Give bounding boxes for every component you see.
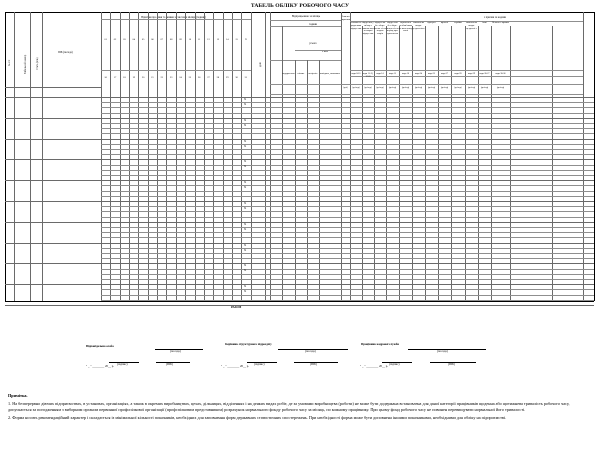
code-label: коди 25: [428, 73, 435, 75]
grid-line: [5, 159, 594, 160]
day-label: 07: [160, 38, 164, 41]
sig-right-position: (посада): [437, 349, 448, 353]
grid-line: [101, 274, 594, 275]
grid-line: [101, 123, 594, 124]
day-label: 02: [113, 38, 117, 41]
day-label: 15: [235, 38, 238, 41]
day-label: 30: [235, 76, 238, 79]
grid-line: [374, 26, 375, 301]
day-label: 19: [132, 76, 135, 79]
row-x-marker: X: [244, 185, 247, 190]
day-label: 23: [169, 76, 173, 79]
row-x-marker: X: [244, 247, 247, 252]
code-unit-label: (дн/год): [376, 87, 384, 89]
grid-line: [5, 118, 594, 119]
grid-border-right: [594, 12, 595, 301]
day-label: 13: [216, 38, 220, 41]
day-label: 24: [179, 76, 182, 79]
row-x-marker: X: [244, 122, 247, 127]
day-label: 21: [151, 76, 154, 79]
day-label: 31: [244, 76, 248, 79]
grid-line: [101, 154, 594, 155]
grid-border-bottom: [5, 301, 594, 302]
grid-line: [270, 20, 341, 21]
grid-line: [101, 175, 594, 176]
grid-line: [5, 305, 594, 306]
absence-col-label: відпустки у зв'язку з навчан-ням та творчі відпус-тки: [362, 22, 374, 36]
day-label: 26: [197, 76, 201, 79]
day-label: 14: [225, 38, 229, 41]
grid-line: [101, 170, 594, 171]
code-unit-label: (дн/год): [467, 87, 476, 89]
row-x-marker: X: [244, 138, 247, 143]
code-label: коди 30-36: [495, 73, 506, 75]
absence-col-label: інші: [482, 22, 487, 24]
day-label: 10: [188, 38, 192, 41]
total-label: РАЗОМ: [231, 304, 242, 309]
grid-line: [270, 84, 341, 85]
day-label: 08: [169, 38, 173, 41]
day-label: 09: [179, 38, 182, 41]
grid-line: [101, 102, 594, 103]
grid-line: [101, 258, 594, 259]
code-unit-label: (дн/год): [352, 87, 360, 89]
day-label: 16: [104, 76, 107, 79]
sig-right-name: (ПІБ): [448, 362, 455, 366]
grid-line: [101, 133, 594, 134]
grid-line: [101, 268, 594, 273]
day-label: 04: [132, 38, 135, 41]
grid-border-top: [5, 12, 594, 13]
header-worked-group: Відпрацьовано за місяць: [291, 15, 321, 18]
code-label: коди 15: [389, 73, 396, 75]
absence-col-label: тимчасо-во непра-цездат-ні з: [465, 22, 477, 30]
grid-line: [270, 94, 341, 95]
sig-right-title: [360, 343, 400, 347]
day-label: X: [245, 38, 247, 41]
header-worked-of-which: з них: [322, 50, 328, 53]
day-label: 18: [123, 76, 126, 79]
grid-line: [101, 295, 594, 296]
grid-line: [425, 26, 426, 301]
grid-line: [5, 284, 594, 285]
grid-line: [101, 107, 594, 108]
absence-col-label: Неяв-ка з причин: [492, 22, 509, 24]
grid-line: [101, 185, 594, 186]
header-col-no: № з/п: [8, 59, 11, 66]
row-x-marker: X: [244, 180, 247, 185]
grid-line: [270, 60, 341, 61]
grid-line: [101, 217, 594, 218]
grid-line: [5, 139, 594, 140]
row-x-marker: X: [244, 164, 247, 169]
grid-line: [101, 289, 594, 290]
grid-line: [101, 70, 251, 71]
row-x-marker: X: [244, 263, 247, 268]
row-x-marker: X: [244, 242, 247, 247]
grid-line: [101, 248, 594, 249]
grid-line: [491, 26, 492, 301]
day-label: 12: [207, 38, 210, 41]
grid-line: [350, 70, 583, 71]
sig-right-date: " _ " ________ 20__ р.: [360, 364, 388, 368]
grid-line: [5, 201, 594, 202]
code-label: коди 16: [402, 73, 409, 75]
absence-col-label: страйки: [454, 22, 462, 24]
grid-line: [101, 144, 594, 145]
header-marks-group: Відмітки про явки та неявки за числами місяця (години): [141, 16, 206, 19]
sig-middle-date: " _ " ________ 20__ р.: [221, 364, 249, 368]
day-label: 03: [123, 38, 126, 41]
grid-line: [552, 26, 553, 301]
grid-line: [510, 26, 511, 301]
grid-line: [295, 50, 341, 51]
grid-line: [101, 300, 594, 301]
worked-sub-label: вечір-ніх: [308, 73, 318, 75]
code-unit-label: (дн/год): [388, 87, 397, 89]
absence-col-label: простої: [440, 22, 449, 24]
sig-left-position: (посада): [170, 349, 181, 353]
day-label: 27: [207, 76, 210, 79]
grid-line: [270, 26, 341, 27]
sig-middle-title-text: Керівник структурного підрозділу: [225, 342, 272, 346]
absence-col-label: перева-ння за обов'язком на воєн-ному стані: [399, 22, 412, 33]
notes-p1: 1. На безперервно діючих підприємствах, в установах, організаціях, а також в окремих виробництвах, цехах, дільницях, відділеннях і на деяких видах робіт, де за умовами виробництва (роботи) не може бути додержана встановлена для даної категорії працівників щоденна або щотижнева тривалість робочого часу, допускається за погодженням з виборним органом первинної профспілкової організації (профспілковим представником) розрахунок нормального фонду робочого часу за місяць, по кожному працівнику. При цьому фонд робочого часу не повинен перевищувати нормальної його тривалості.: [8, 401, 570, 412]
header-col-name: ПІБ (посада): [58, 51, 73, 54]
row-x-marker: X: [244, 268, 247, 273]
day-label: 17: [113, 76, 117, 79]
code-unit-label: (дн/год): [414, 87, 423, 89]
grid-line: [341, 94, 583, 95]
row-x-marker: X: [244, 289, 247, 294]
header-absence-days: Неяв-ки з при-чин: [341, 15, 351, 22]
notes-heading: Примітка.: [8, 393, 28, 398]
sig-middle-signature: (підпис): [254, 362, 265, 366]
grid-line: [30, 12, 31, 301]
sig-left-name: (ПІБ): [166, 362, 173, 366]
day-label: 25: [188, 76, 192, 79]
header-worked-hours: години: [309, 23, 317, 26]
grid-line: [399, 26, 400, 301]
grid-line: [101, 237, 594, 238]
sig-left-title: Відповідальна особа: [86, 344, 114, 348]
code-unit-label: (дн/год): [364, 87, 372, 89]
grid-line: [101, 128, 594, 129]
grid-line: [101, 191, 594, 192]
code-label: коди 29: [468, 73, 475, 75]
day-label: 01: [104, 38, 107, 41]
grid-line: [5, 243, 594, 244]
sig-middle-title: [221, 343, 276, 347]
grid-line: [101, 253, 594, 254]
header-absence-group: з причин за кодами: [484, 16, 506, 19]
sig-left-date: " _ " ________ 20__ р.: [86, 364, 114, 368]
worked-sub-label: надуроч-них: [282, 73, 295, 75]
absence-col-label: відпуст-ки без збере-ження з/п на період при-зупи-нення: [386, 22, 399, 36]
grid-line: [101, 211, 594, 212]
grid-line: [451, 26, 452, 301]
row-x-marker: X: [244, 226, 247, 231]
row-x-marker: X: [244, 284, 247, 289]
grid-line: [101, 19, 251, 20]
grid-line: [101, 279, 594, 280]
worked-sub-label: нічних: [297, 73, 305, 75]
row-x-marker: X: [244, 159, 247, 164]
day-label: 28: [216, 76, 220, 79]
row-x-marker: X: [244, 102, 247, 106]
notes: [8, 393, 592, 423]
row-x-marker: X: [244, 97, 247, 101]
code-label: коди 27: [441, 73, 448, 75]
grid-border-left: [5, 12, 6, 301]
code-unit-label: (дн/год): [480, 87, 489, 89]
page-title: ТАБЕЛЬ ОБЛІКУ РОБОЧОГО ЧАСУ: [250, 3, 350, 9]
sig-middle-position: (посада): [305, 349, 316, 353]
code-unit-label: (дн/год): [454, 87, 462, 89]
grid-line: [412, 26, 413, 301]
code-unit-label: (дні): [343, 87, 348, 89]
worked-sub-label: вихідних, святкових: [320, 73, 340, 75]
code-label: коди 14: [376, 73, 384, 75]
grid-line: [341, 84, 583, 85]
grid-line: [42, 12, 43, 301]
grid-line: [438, 26, 439, 301]
absence-col-label: тимчасо-ва непра-цездат-ність: [412, 22, 425, 30]
absence-col-label: відпуст-ки без збере-ження з/п за згодою сторін: [374, 22, 386, 36]
grid-line: [101, 164, 594, 169]
code-unit-label: (дн/год): [427, 87, 436, 89]
absence-col-label: прогули: [427, 22, 436, 24]
sig-left-signature: (підпис): [117, 362, 128, 366]
grid-line: [101, 206, 594, 207]
code-unit-label: (дн/год): [401, 87, 410, 89]
grid-line: [465, 26, 466, 301]
code-label: коди 28: [454, 73, 462, 75]
code-label: коди 8-10: [351, 73, 361, 75]
day-label: 20: [141, 76, 145, 79]
grid-line: [478, 26, 479, 301]
row-x-marker: X: [244, 221, 247, 226]
grid-line: [282, 26, 283, 60]
grid-line: [101, 113, 594, 114]
grid-line: [350, 76, 583, 77]
header-worked-total: усього: [309, 42, 317, 45]
code-unit-label: (дн/год): [440, 87, 449, 89]
grid-line: [101, 196, 594, 197]
header-worked-days: днів: [259, 62, 262, 67]
absence-col-label: основна та додат-кова відпус-тки: [350, 22, 362, 30]
header-col-tab: Табельний номер: [24, 54, 27, 74]
grid-line: [5, 180, 594, 181]
grid-line: [5, 97, 594, 98]
day-label: 06: [151, 38, 154, 41]
row-x-marker: X: [244, 201, 247, 205]
notes-p2: 2. Форма носить рекомендаційний характер і складається із мінімальної кількості показників, необхідних для заповнення форм державних статистичних спостережень. При необхідності форма може бути доповнена іншими показниками, необхідними для обліку на підприємстві.: [8, 414, 507, 420]
grid-line: [101, 227, 594, 228]
grid-line: [14, 12, 15, 301]
sig-right-title-text: Працівник кадрової служби: [361, 342, 399, 346]
day-label: 29: [225, 76, 229, 79]
grid-line: [5, 87, 101, 88]
timesheet-table: [5, 12, 594, 309]
row-x-marker: X: [244, 117, 247, 122]
row-x-marker: X: [244, 143, 247, 148]
sig-middle-name: (ПІБ): [310, 362, 317, 366]
grid-line: [101, 149, 594, 150]
code-label: коди 24: [415, 73, 422, 75]
grid-line: [5, 263, 594, 264]
grid-line: [101, 232, 594, 233]
header-col-sex: Стать (ч/ж): [36, 57, 39, 70]
code-label: коди 11-13, 17-22: [362, 73, 374, 78]
day-label: 22: [160, 76, 164, 79]
code-unit-label: (дн/год): [496, 87, 505, 89]
grid-line: [386, 26, 387, 301]
code-label: коди 26-27: [479, 73, 490, 75]
day-label: 11: [197, 38, 201, 41]
sig-right-signature: (підпис): [389, 362, 400, 366]
row-x-marker: X: [244, 206, 247, 210]
grid-line: [5, 222, 594, 223]
day-label: 05: [141, 38, 145, 41]
grid-line: [362, 26, 363, 301]
